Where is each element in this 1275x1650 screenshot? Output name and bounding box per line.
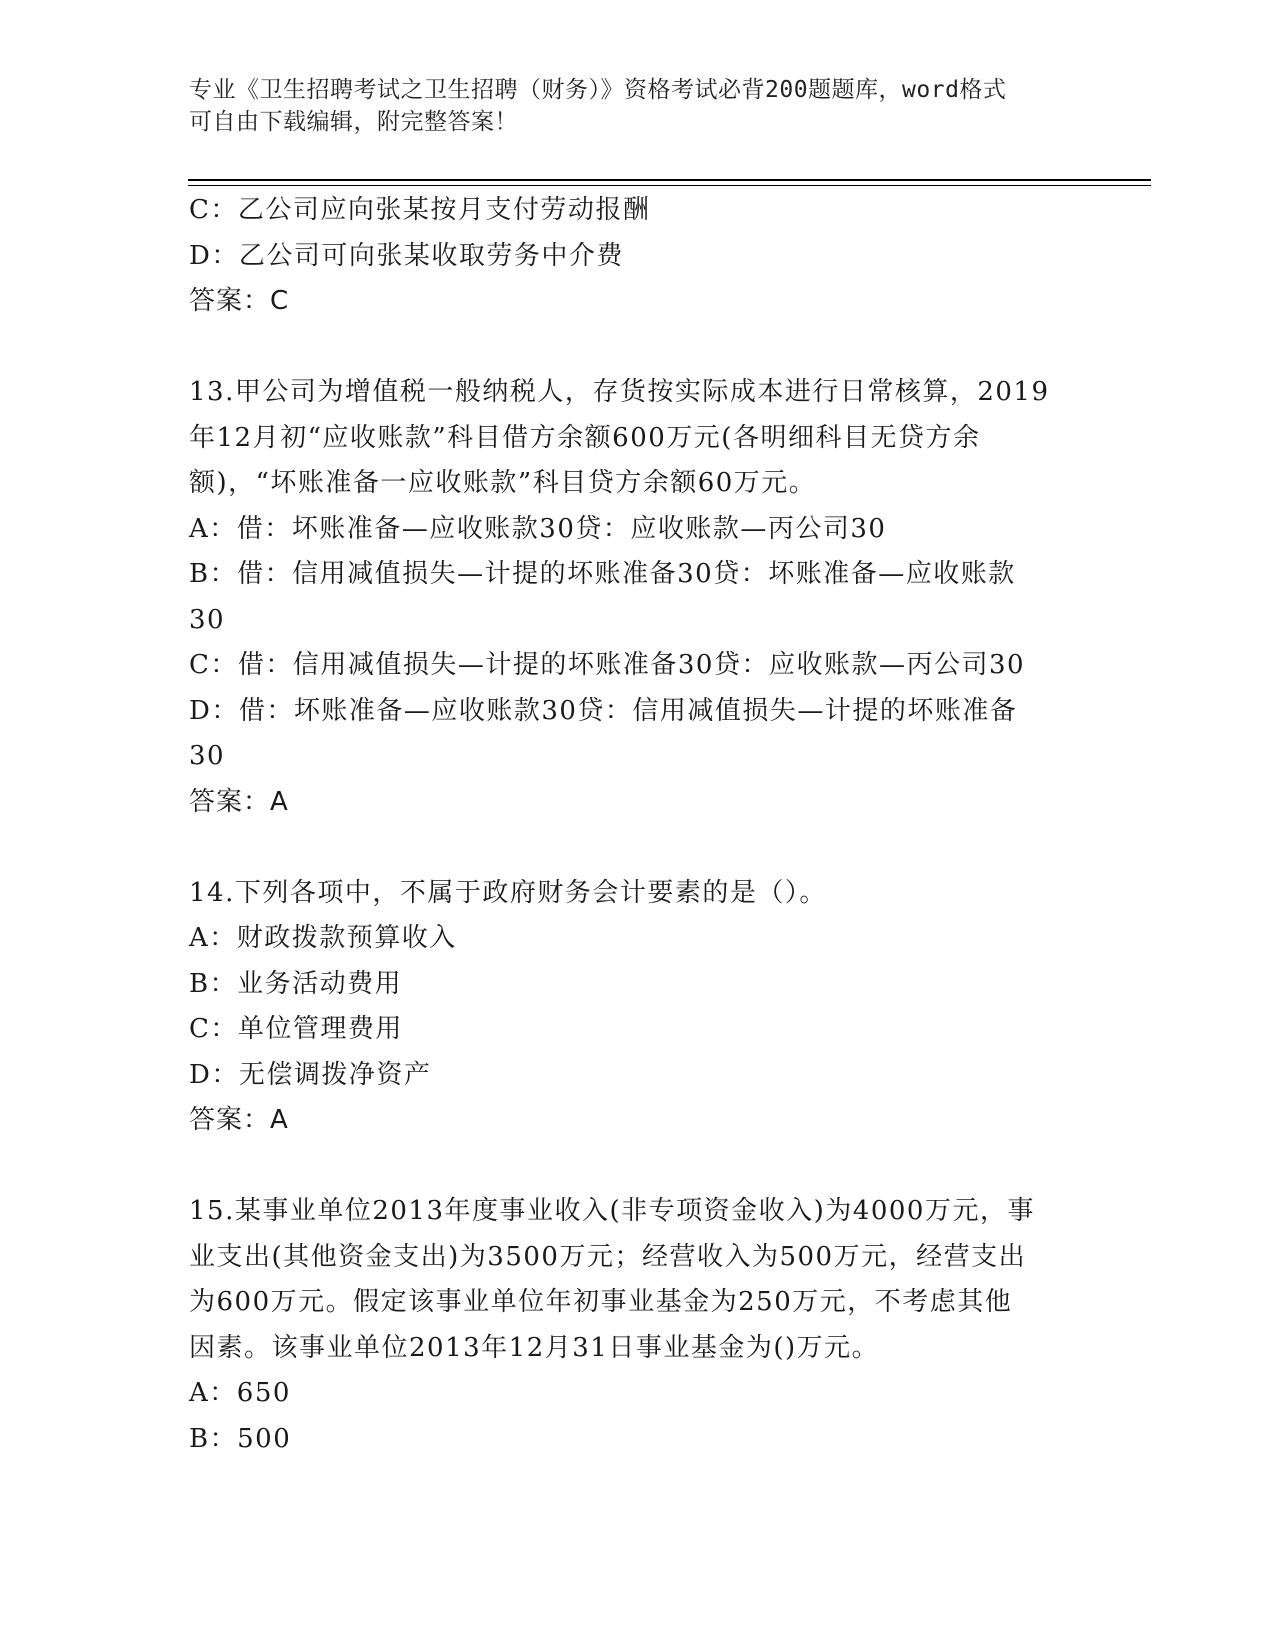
option-c: C：单位管理费用 — [189, 1014, 403, 1044]
option-d: D：借：坏账准备—应收账款30贷：信用减值损失—计提的坏账准备 — [189, 695, 1018, 726]
question-stem-line: 15.某事业单位2013年度事业收入(非专项资金收入)为4000万元，事 — [189, 1196, 1035, 1226]
spacer — [189, 825, 1089, 871]
question-stem-line: 年12月初“应收账款”科目借方余额600万元(各明细科目无贷方余 — [189, 422, 981, 453]
option-a: A：650 — [189, 1378, 291, 1408]
document-header — [189, 74, 1089, 138]
question-stem-line: 因素。该事业单位2013年12月31日事业基金为()万元。 — [189, 1332, 880, 1363]
header-divider-thick — [188, 179, 1151, 181]
question-stem-line: 13.甲公司为增值税一般纳税人，存货按实际成本进行日常核算，2019 — [189, 377, 1050, 407]
option-b: B：借：信用减值损失—计提的坏账准备30贷：坏账准备—应收账款 — [189, 559, 1016, 589]
answer-line: 答案：A — [189, 1105, 289, 1135]
option-b: B：500 — [189, 1423, 292, 1454]
option-a: A：财政拨款预算收入 — [189, 923, 457, 953]
question-stem-line: 为600万元。假定该事业单位年初事业基金为250万元，不考虑其他 — [189, 1287, 1013, 1317]
question-stem-line: 额)，“坏账准备一应收账款”科目贷方余额60万元。 — [189, 468, 817, 498]
question-15 — [189, 1189, 1089, 1462]
document-body — [189, 188, 1089, 1462]
option-b: B：业务活动费用 — [189, 968, 403, 999]
header-divider-thin — [188, 185, 1151, 186]
option-b-continuation: 30 — [189, 604, 226, 635]
header-line-1: 专业《卫生招聘考试之卫生招聘（财务）》资格考试必背200题题库，word格式 — [189, 77, 1007, 103]
option-c: C：借：信用减值损失—计提的坏账准备30贷：应收账款—丙公司30 — [189, 650, 1026, 680]
question-13 — [189, 370, 1089, 825]
question-stem-line: 14.下列各项中，不属于政府财务会计要素的是（）。 — [189, 877, 827, 908]
header-line-2: 可自由下载编辑，附完整答案！ — [189, 109, 518, 135]
answer-line: 答案：C — [189, 286, 290, 316]
option-d: D：无偿调拨净资产 — [189, 1059, 432, 1090]
spacer — [189, 325, 1089, 371]
question-stem-line: 业支出(其他资金支出)为3500万元；经营收入为500万元，经营支出 — [189, 1241, 1027, 1272]
spacer — [189, 1144, 1089, 1190]
option-a: A：借：坏账准备—应收账款30贷：应收账款—丙公司30 — [189, 513, 887, 544]
option-d-continuation: 30 — [189, 741, 226, 771]
option-d: D：乙公司可向张某收取劳务中介费 — [189, 240, 624, 271]
question-14 — [189, 871, 1089, 1144]
question-12-tail — [189, 188, 1089, 325]
option-c: C：乙公司应向张某按月支付劳动报酬 — [189, 195, 651, 225]
answer-line: 答案：A — [189, 786, 289, 817]
